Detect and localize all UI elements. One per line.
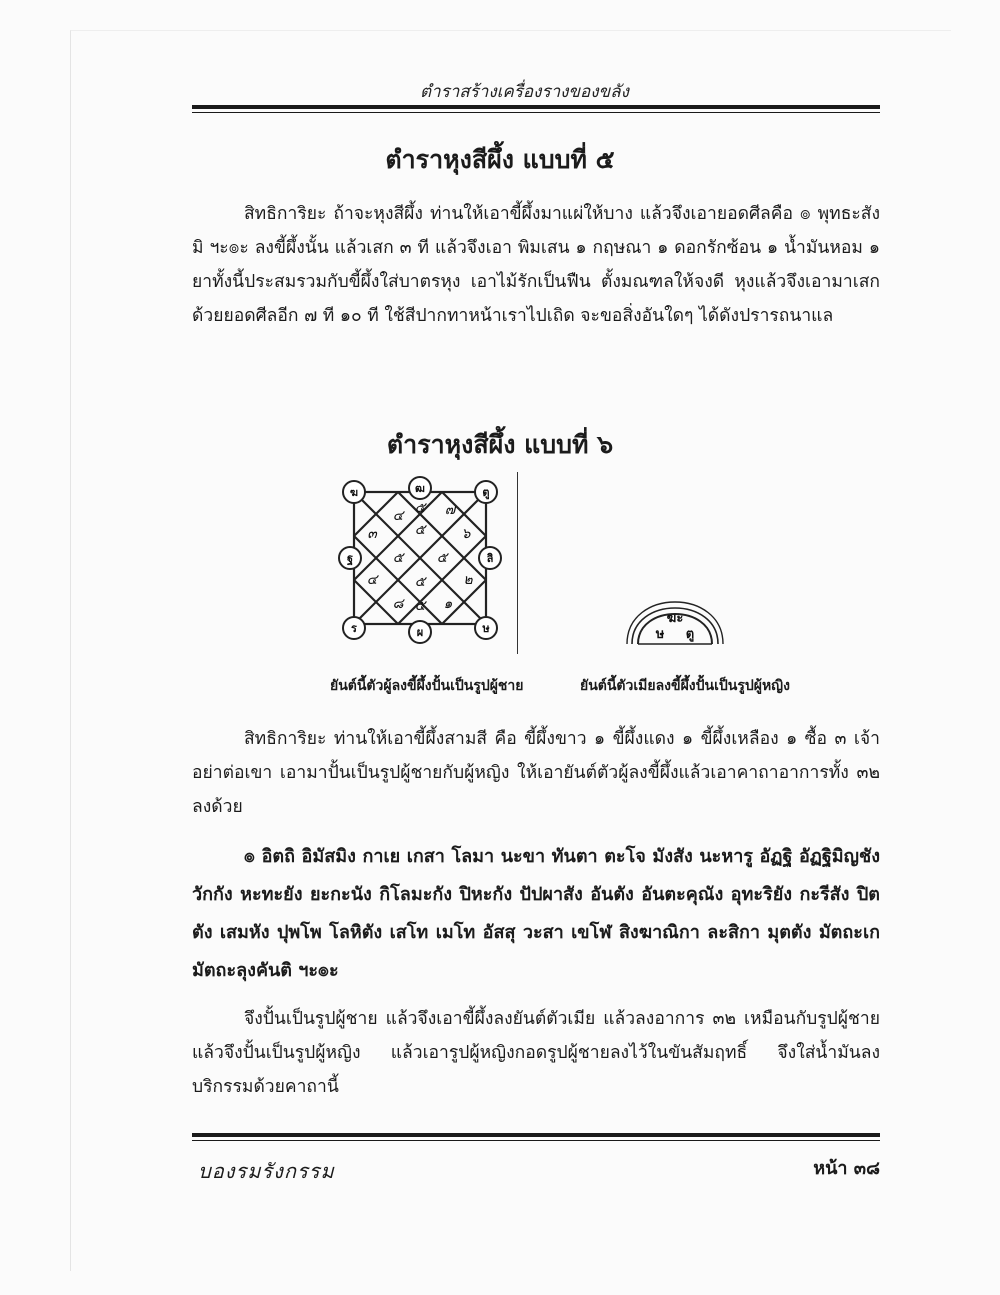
section5-paragraph [192,197,880,333]
corner-glyph: ฒ [415,482,425,495]
page-number: หน้า ๓๘ [813,1158,880,1179]
cell-glyph: ๕ [414,500,426,516]
footer-signature: บองรมรังกรรม [198,1159,335,1183]
cell-glyph: ๕ [414,522,426,538]
cell-glyph: ๗ [444,502,456,518]
cell-glyph: ๕ [436,550,448,566]
corner-glyph: ร [351,622,357,635]
section6-text-2: จึงปั้นเป็นรูปผู้ชาย แล้วจึงเอาขี้ผึ้งลงยันต์ตัวเมีย แล้วลงอาการ ๓๒ เหมือนกับรูปผู้ชาย แล้วจึงปั้นเป็นรูปผู้หญิง แล้วเอารูปผู้หญิงกอดรูปผู้ชายลงไว้ในขันสัมฤทธิ์ จึงใส่น้ำมันลงบริกรรมด้วยคาถานี้ [192,1009,880,1097]
cowrie-glyph: ฆะ [666,611,684,626]
cell-glyph: ๖ [461,526,471,542]
cell-glyph: ๔ [392,508,404,524]
corner-glyph: ษ [482,622,490,635]
cell-glyph: ๕ [414,598,426,614]
corner-glyph: ตู [482,486,490,499]
cell-glyph: ๕ [392,550,404,566]
cell-glyph: ๘ [392,596,404,612]
corner-glyph: ฆ [349,486,359,499]
male-yantra-diagram [330,470,510,650]
chant-paragraph [192,838,880,990]
cell-glyph: ๕ [414,574,426,590]
female-cowrie-yantra [620,580,730,650]
female-yantra-caption: ยันต์นี้ตัวเมียลงขี้ผึ้งปั้นเป็นรูปผู้หญิง [580,678,790,694]
section5-text: สิทธิการิยะ ถ้าจะหุงสีผึ้ง ท่านให้เอาขี้ผึ้งมาแผ่ให้บาง แล้วจึงเอายอดศีลคือ ๏ พุทธะสังมิ ฯะ๏ะ ลงขี้ผึ้งนั้น แล้วเสก ๓ ที แล้วจึงเอา พิมเสน ๑ กฤษณา ๑ ดอกรักซ้อน ๑ น้ำมันหอม ๑ ยาทั้งนี้ประสมรวมกับขี้ผึ้งใส่บาตรหุง เอาไม้รักเป็นฟืน ตั้งมณฑลให้จงดี หุงแล้วจึงเอามาเสกด้วยยอดศีลอีก ๗ ที ๑๐ ที ใช้สีปากทาหน้าเราไปเถิด จะขอสิ่งอันใดๆ ได้ดังปรารถนาแล [192,204,880,326]
cell-glyph: ๑ [443,596,453,612]
corner-glyph: ผ [416,626,424,639]
cell-glyph: ๓ [367,526,377,542]
cowrie-glyph: ตู [685,627,695,642]
section6-paragraph-2 [192,1002,880,1104]
section-title-6: ตำราหุงสีผึ้ง แบบที่ ๖ [386,430,614,459]
diagram-divider [517,472,518,654]
footer-rule-thin [192,1140,880,1141]
corner-glyph: ลิ [486,552,494,565]
male-yantra-caption: ยันต์นี้ตัวผู้ลงขี้ผึ้งปั้นเป็นรูปผู้ชาย [330,678,524,694]
section6-text-1: สิทธิการิยะ ท่านให้เอาขี้ผึ้งสามสี คือ ขี้ผึ้งขาว ๑ ขี้ผึ้งแดง ๑ ขี้ผึ้งเหลือง ๑ ซื้อ ๓ เจ้าอย่าต่อเขา เอามาปั้นเป็นรูปผู้ชายกับผู้หญิง ให้เอายันต์ตัวผู้ลงขี้ผึ้งแล้วเอาคาถาอาการทั้ง ๓๒ ลงด้วย [192,729,880,817]
running-header: ตำราสร้างเครื่องรางของขลัง [420,82,629,102]
header-rule-thin [192,112,880,113]
footer-rule [192,1133,880,1137]
header-rule [192,105,880,109]
cowrie-glyph: ษ [655,627,665,642]
corner-glyph: ฐ [346,552,354,565]
cell-glyph: ๔ [366,572,378,588]
section-title-5: ตำราหุงสีผึ้ง แบบที่ ๕ [385,145,615,174]
chant-text: ๏ อิตถิ อิมัสมิง กาเย เกสา โลมา นะขา ทันตา ตะโจ มังสัง นะหารู อัฏฐิ อัฏฐิมิญชัง วักกัง หะทะยัง ยะกะนัง กิโลมะกัง ปิหะกัง ปัปผาสัง อันตัง อันตะคุณัง อุทะริยัง กะรีสัง ปิตตัง เสมหัง ปุพโพ โลหิตัง เสโท เมโท อัสสุ วะสา เขโฬ สิงฆาณิกา ละสิกา มุตตัง มัตถะเก มัตถะลุงคันติ ฯะ๏ะ [192,846,880,981]
cell-glyph: ๒ [463,572,473,588]
section6-paragraph-1 [192,722,880,824]
